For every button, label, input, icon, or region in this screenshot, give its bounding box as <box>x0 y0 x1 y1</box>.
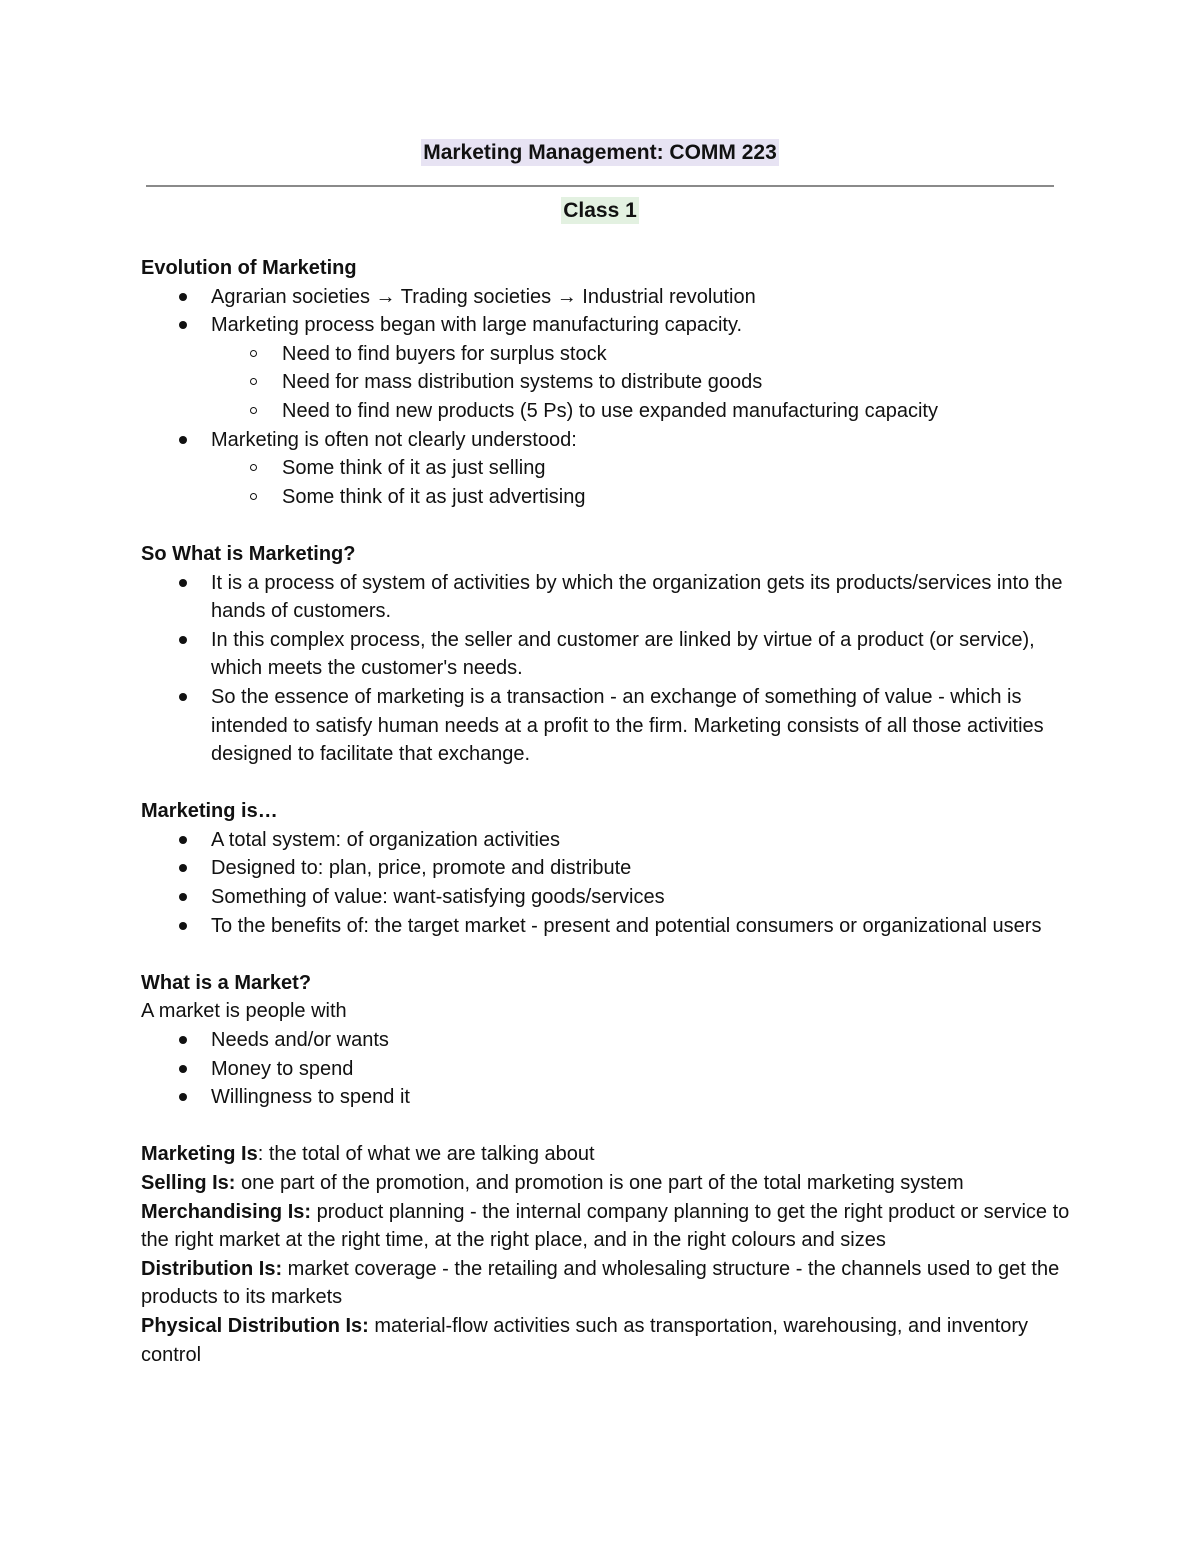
definition-text: : the total of what we are talking about <box>257 1143 595 1166</box>
document-title: Marketing Management: COMM 223 <box>423 141 777 164</box>
section-heading-marketing-is: Marketing is… <box>141 800 278 823</box>
definition-merchandising <box>141 1198 1071 1255</box>
class-row <box>0 198 1200 224</box>
list-item-text: Some think of it as just advertising <box>282 485 586 508</box>
definition-text: one part of the promotion, and promotion is one part of the total marketing system <box>235 1172 964 1194</box>
definition-text: market coverage - the retailing and wholesaling structure - the channels used to get the products to its markets <box>141 1257 1060 1309</box>
market-intro: A market is people with <box>141 1000 347 1023</box>
list-item-text: A total system: of organization activities <box>211 828 561 851</box>
list-item <box>141 912 1071 941</box>
definition-term: Physical Distribution Is: <box>141 1314 369 1337</box>
sub-list-item <box>141 340 1071 369</box>
list-item-text: Some think of it as just selling <box>282 457 546 480</box>
list-item-text: Willingness to spend it <box>211 1086 410 1109</box>
marketing-is-list <box>141 826 1071 940</box>
list-item-text: So the essence of marketing is a transaction - an exchange of something of value - which is intended to satisfy human needs at a profit to the firm. Marketing consists of all those activities designed to facilitate that exchange. <box>211 685 1044 766</box>
spacer <box>141 511 1071 540</box>
list-item-text: Need for mass distribution systems to distribute goods <box>282 371 763 394</box>
list-item-text: Needs and/or wants <box>211 1029 389 1052</box>
hollow-bullet-icon <box>250 407 257 414</box>
list-item-text: In this complex process, the seller and customer are linked by virtue of a product (or service), which meets the customer's needs. <box>211 628 1035 680</box>
bullet-icon <box>179 1036 187 1044</box>
hollow-bullet-icon <box>250 493 257 500</box>
bullet-icon <box>179 864 187 872</box>
list-item <box>141 626 1071 683</box>
list-item <box>141 683 1071 769</box>
sub-list-item <box>141 483 1071 512</box>
what-is-marketing-list <box>141 569 1071 769</box>
list-item <box>141 1055 1071 1084</box>
spacer <box>141 1112 1071 1141</box>
list-item-text: Need to find buyers for surplus stock <box>282 342 607 365</box>
market-list <box>141 1026 1071 1112</box>
definition-distribution <box>141 1255 1071 1312</box>
definition-selling <box>141 1169 1071 1198</box>
list-item-text: Agrarian societies → Trading societies → Industrial revolution <box>211 285 756 308</box>
definition-term: Distribution Is: <box>141 1257 283 1280</box>
bullet-icon <box>179 436 187 444</box>
bullet-icon <box>179 293 187 301</box>
definition-term: Selling Is: <box>141 1172 236 1194</box>
section-heading-what-is-marketing: So What is Marketing? <box>141 542 356 565</box>
hollow-bullet-icon <box>250 350 257 357</box>
definition-term: Marketing Is <box>141 1143 258 1166</box>
bullet-icon <box>179 693 187 701</box>
list-item <box>141 1026 1071 1055</box>
list-item-text: Marketing is often not clearly understood: <box>211 428 577 451</box>
list-item <box>141 569 1071 626</box>
list-item-text: Need to find new products (5 Ps) to use expanded manufacturing capacity <box>282 399 938 422</box>
bullet-icon <box>179 579 187 587</box>
bullet-icon <box>179 1093 187 1101</box>
bullet-icon <box>179 893 187 901</box>
hollow-bullet-icon <box>250 464 257 471</box>
bullet-icon <box>179 636 187 644</box>
bullet-icon <box>179 836 187 844</box>
bullet-icon <box>179 1065 187 1073</box>
list-item-text: Something of value: want-satisfying goods/services <box>211 886 665 909</box>
list-item <box>141 883 1071 912</box>
sub-list-item <box>141 454 1071 483</box>
list-item-text: To the benefits of: the target market - present and potential consumers or organizational users <box>211 914 1042 937</box>
bullet-icon <box>179 321 187 329</box>
list-item <box>141 826 1071 855</box>
hollow-bullet-icon <box>250 378 257 385</box>
section-heading-evolution: Evolution of Marketing <box>141 257 357 279</box>
definition-text: material-flow activities such as transportation, warehousing, and inventory control <box>141 1314 1029 1366</box>
horizontal-divider <box>146 185 1054 187</box>
section-heading-what-is-market: What is a Market? <box>141 971 312 994</box>
definition-term: Merchandising Is: <box>141 1200 312 1223</box>
list-item <box>141 854 1071 883</box>
spacer <box>141 769 1071 798</box>
definition-text: product planning - the internal company planning to get the right product or service to the right market at the right time, at the right place, and in the right colours and sizes <box>141 1200 1070 1252</box>
sub-list-item <box>141 397 1071 426</box>
title-row <box>0 140 1200 166</box>
definition-physical-distribution <box>141 1312 1071 1369</box>
list-item <box>141 311 1071 340</box>
list-item <box>141 426 1071 455</box>
list-item-text: Marketing process began with large manufacturing capacity. <box>211 314 743 337</box>
document-body <box>141 254 1071 1369</box>
definition-marketing <box>141 1140 1071 1169</box>
list-item-text: It is a process of system of activities by which the organization gets its products/services into the hands of customers. <box>211 571 1063 623</box>
evolution-list <box>141 283 1071 512</box>
sub-list-item <box>141 368 1071 397</box>
list-item <box>141 283 1071 312</box>
list-item-text: Money to spend <box>211 1057 354 1080</box>
list-item-text: Designed to: plan, price, promote and distribute <box>211 857 632 880</box>
list-item <box>141 1083 1071 1112</box>
spacer <box>141 940 1071 969</box>
bullet-icon <box>179 922 187 930</box>
class-label: Class 1 <box>563 199 637 222</box>
